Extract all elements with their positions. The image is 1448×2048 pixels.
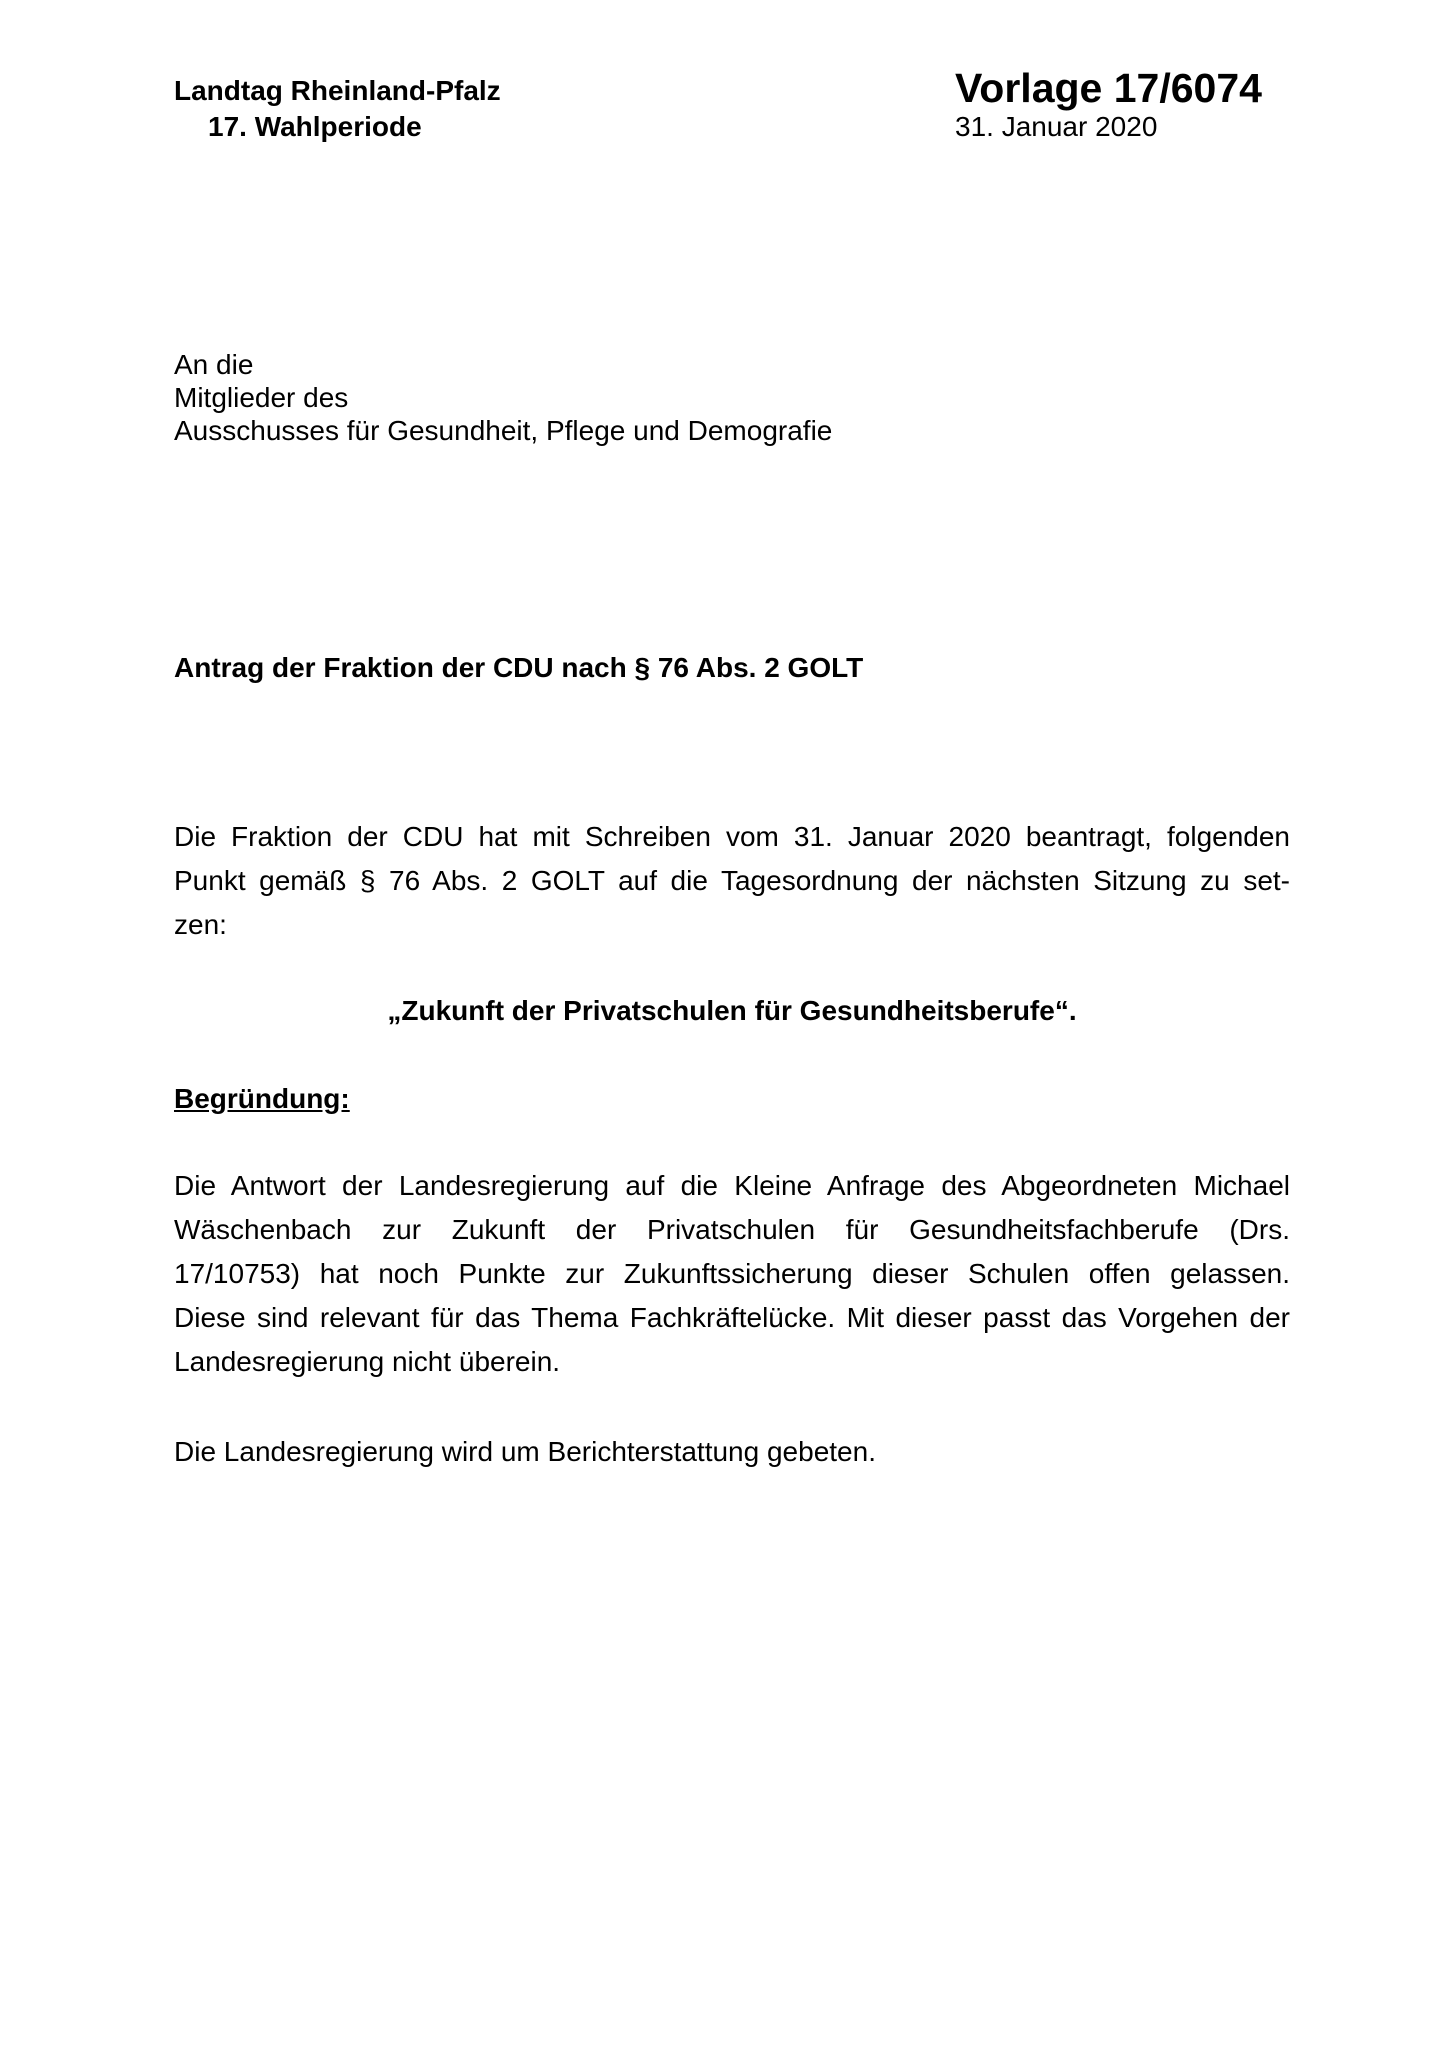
- document-date: 31. Januar 2020: [955, 111, 1158, 142]
- intro-line: Die Fraktion der CDU hat mit Schreiben vom 31. Januar 2020 beantragt, folgenden: [174, 821, 1290, 852]
- reasoning-line: Die Antwort der Landesregierung auf die Kleine Anfrage des Abgeordneten Michael: [174, 1170, 1290, 1201]
- document-number: Vorlage 17/6074: [955, 65, 1262, 111]
- legislative-period: 17. Wahlperiode: [208, 111, 422, 142]
- recipient-block: [174, 348, 832, 447]
- recipient-line: Mitglieder des: [174, 382, 349, 413]
- intro-line: Punkt gemäß § 76 Abs. 2 GOLT auf die Tagesordnung der nächsten Sitzung zu set-: [174, 865, 1290, 896]
- intro-line: zen:: [174, 909, 227, 940]
- motion-title: „Zukunft der Privatschulen für Gesundheitsberufe“.: [387, 995, 1077, 1026]
- intro-paragraph: [174, 815, 1290, 947]
- closing-line: Die Landesregierung wird um Berichterstattung gebeten.: [174, 1436, 876, 1467]
- recipient-line: Ausschusses für Gesundheit, Pflege und Demografie: [174, 415, 833, 446]
- reasoning-paragraph: [174, 1164, 1290, 1384]
- closing-paragraph: [174, 1430, 1290, 1474]
- reasoning-line: Wäschenbach zur Zukunft der Privatschulen für Gesundheitsfachberufe (Drs.: [174, 1214, 1290, 1245]
- subject-line: Antrag der Fraktion der CDU nach § 76 Abs. 2 GOLT: [174, 652, 864, 683]
- recipient-line: An die: [174, 349, 254, 380]
- reasoning-line: Landesregierung nicht überein.: [174, 1346, 561, 1377]
- institution-name: Landtag Rheinland-Pfalz: [174, 75, 501, 106]
- reasoning-line: 17/10753) hat noch Punkte zur Zukunftssicherung dieser Schulen offen gelassen.: [174, 1258, 1290, 1289]
- reasoning-heading: Begründung:: [174, 1083, 350, 1114]
- reasoning-line: Diese sind relevant für das Thema Fachkräftelücke. Mit dieser passt das Vorgehen der: [174, 1302, 1290, 1333]
